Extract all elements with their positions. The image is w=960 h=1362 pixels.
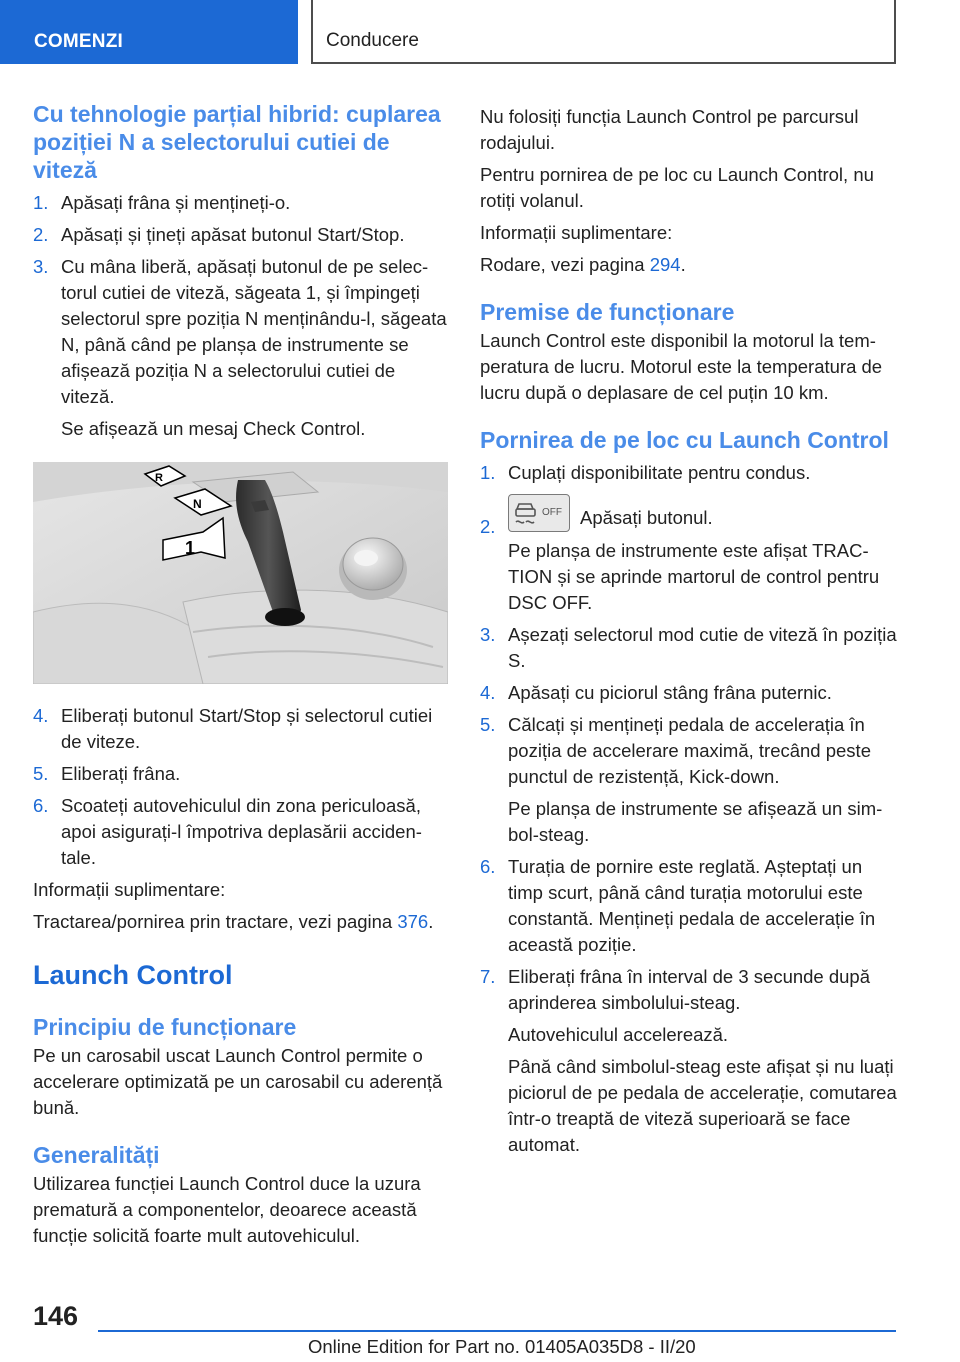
step-note: Pe planșa de instrumente se afișează un simbol-steag. xyxy=(508,798,883,845)
step-number: 5. xyxy=(33,763,49,784)
run-reference xyxy=(480,252,898,278)
step-number: 3. xyxy=(33,256,49,277)
step-note: Autovehiculul accelerează. xyxy=(508,1024,729,1045)
step-number: 1. xyxy=(480,462,496,483)
list-item xyxy=(33,703,448,755)
footer-divider xyxy=(98,1330,896,1332)
list-item xyxy=(480,460,898,486)
heading-general: Generalități xyxy=(33,1142,160,1168)
step-text: Turația de pornire este reglată. Așteptați un timp scurt, până când turația motorului este constantă. Mențineți pedala de accelerație în această poziție. xyxy=(508,856,876,955)
list-item xyxy=(480,680,898,706)
list-item xyxy=(480,964,898,1016)
dsc-off-button-icon xyxy=(508,494,570,532)
tow-text: Tractarea/pornirea prin tractare, vezi pagina xyxy=(33,911,398,932)
info-label: Informații suplimentare: xyxy=(480,222,673,243)
list-item xyxy=(480,622,898,674)
principle-text: Pe un carosabil uscat Launch Control permite o accelerare optimizată pe un carosabil cu aderență bună. xyxy=(33,1045,443,1118)
step-number: 2. xyxy=(33,224,49,245)
list-item xyxy=(480,712,898,790)
right-column xyxy=(480,104,898,1158)
heading-principle: Principiu de funcționare xyxy=(33,1014,297,1040)
rodaj-note: Nu folosiți funcția Launch Control pe parcursul rodajului. xyxy=(480,106,859,153)
steps-list-d xyxy=(480,622,898,790)
step-text: Scoateți autovehiculul din zona periculoasă, apoi asigurați-l împotriva deplasării accidentale. xyxy=(61,795,422,868)
page-number: 146 xyxy=(33,1301,79,1331)
gear-selector-illustration xyxy=(33,462,448,684)
step-note: Pe planșa de instrumente este afișat TRACTION și se aprinde martorul de control pentru DSC OFF. xyxy=(508,540,880,613)
steps-list-b xyxy=(33,703,448,871)
step-text: Cuplați disponibilitate pentru condus. xyxy=(508,462,811,483)
step-text: Apăsați și țineți apăsat butonul Start/Stop. xyxy=(61,224,405,245)
step-number: 7. xyxy=(480,966,496,987)
dsc-off-label: OFF xyxy=(542,507,562,518)
tow-end: . xyxy=(428,911,434,932)
step-number: 6. xyxy=(33,795,49,816)
step-text: Cu mâna liberă, apăsați butonul de pe selectorul cutiei de viteză, săgeata 1, și împingeți selectorul spre poziția N menținându-l, săgeata N, până când pe planșa de instrumente se afișează poziția N a selectorului cutiei de viteză. xyxy=(61,256,447,407)
run-text: Rodare, vezi pagina xyxy=(480,254,650,275)
step-text: Așezați selectorul mod cutie de viteză în poziția S. xyxy=(508,624,897,671)
step-number: 5. xyxy=(480,714,496,735)
step-text: Apăsați frâna și mențineți-o. xyxy=(61,192,291,213)
step-text: Apăsați cu piciorul stâng frâna puternic. xyxy=(508,682,832,703)
heading-launch-control: Launch Control xyxy=(33,960,233,990)
heading-hybrid: Cu tehnologie parțial hibrid: cuplarea poziției N a selectorului cutiei de viteză xyxy=(33,101,441,183)
step-text: Călcați și mențineți pedala de accelerația în poziția de accelerare maximă, trecând peste punctul de rezistență, Kick-down. xyxy=(508,714,871,787)
step-text: Eliberați frâna în interval de 3 secunde după aprinderea simbolului-steag. xyxy=(508,966,871,1013)
tow-reference xyxy=(33,909,448,935)
steps-list-c xyxy=(480,460,898,538)
chapter-tab[interactable]: COMENZI xyxy=(0,0,298,64)
steps-list-e xyxy=(480,854,898,1016)
step-note: Până când simbolul-steag este afișat și nu luați piciorul de pe pedala de accelerație, comutarea într-o treaptă de viteză superioară se face automat. xyxy=(508,1056,897,1155)
illus-label-n: N xyxy=(193,497,202,511)
list-item xyxy=(33,793,448,871)
list-item xyxy=(33,222,448,248)
premise-text: Launch Control este disponibil la motorul la temperatura de lucru. Motorul este la temperatura de lucru după o deplasare de cel puțin 10 km. xyxy=(480,330,883,403)
list-item xyxy=(33,190,448,216)
list-item xyxy=(33,761,448,787)
step-number: 6. xyxy=(480,856,496,877)
left-column xyxy=(33,100,448,1249)
heading-launch-start: Pornirea de pe loc cu Launch Control xyxy=(480,427,889,453)
steering-note: Pentru pornirea de pe loc cu Launch Control, nu rotiți volanul. xyxy=(480,164,874,211)
step-text: Eliberați butonul Start/Stop și selectorul cutiei de viteze. xyxy=(61,705,433,752)
run-end: . xyxy=(680,254,686,275)
step-number: 4. xyxy=(480,682,496,703)
illus-label-1: 1 xyxy=(185,538,196,558)
info-label: Informații suplimentare: xyxy=(33,879,226,900)
tow-page-link[interactable]: 376 xyxy=(397,911,429,932)
edition-note: Online Edition for Part no. 01405A035D8 - II/20 xyxy=(308,1336,696,1357)
list-item xyxy=(33,254,448,410)
illus-label-r: R xyxy=(155,472,163,484)
step-number: 4. xyxy=(33,705,49,726)
step-number: 3. xyxy=(480,624,496,645)
step-text: Apăsați butonul. xyxy=(580,506,713,528)
step-text: Eliberați frâna. xyxy=(61,763,181,784)
step-number: 2. xyxy=(480,516,496,537)
list-item xyxy=(480,854,898,958)
section-title: Conducere xyxy=(311,0,896,64)
run-page-link[interactable]: 294 xyxy=(649,254,681,275)
step-note: Se afișează un mesaj Check Control. xyxy=(61,418,366,439)
list-item xyxy=(480,500,898,538)
general-text: Utilizarea funcției Launch Control duce la uzura prematură a componentelor, deoarece această funcție solicită foarte mult autovehiculul. xyxy=(33,1173,421,1246)
steps-list-a xyxy=(33,190,448,410)
heading-premise: Premise de funcționare xyxy=(480,299,735,325)
step-number: 1. xyxy=(33,192,49,213)
